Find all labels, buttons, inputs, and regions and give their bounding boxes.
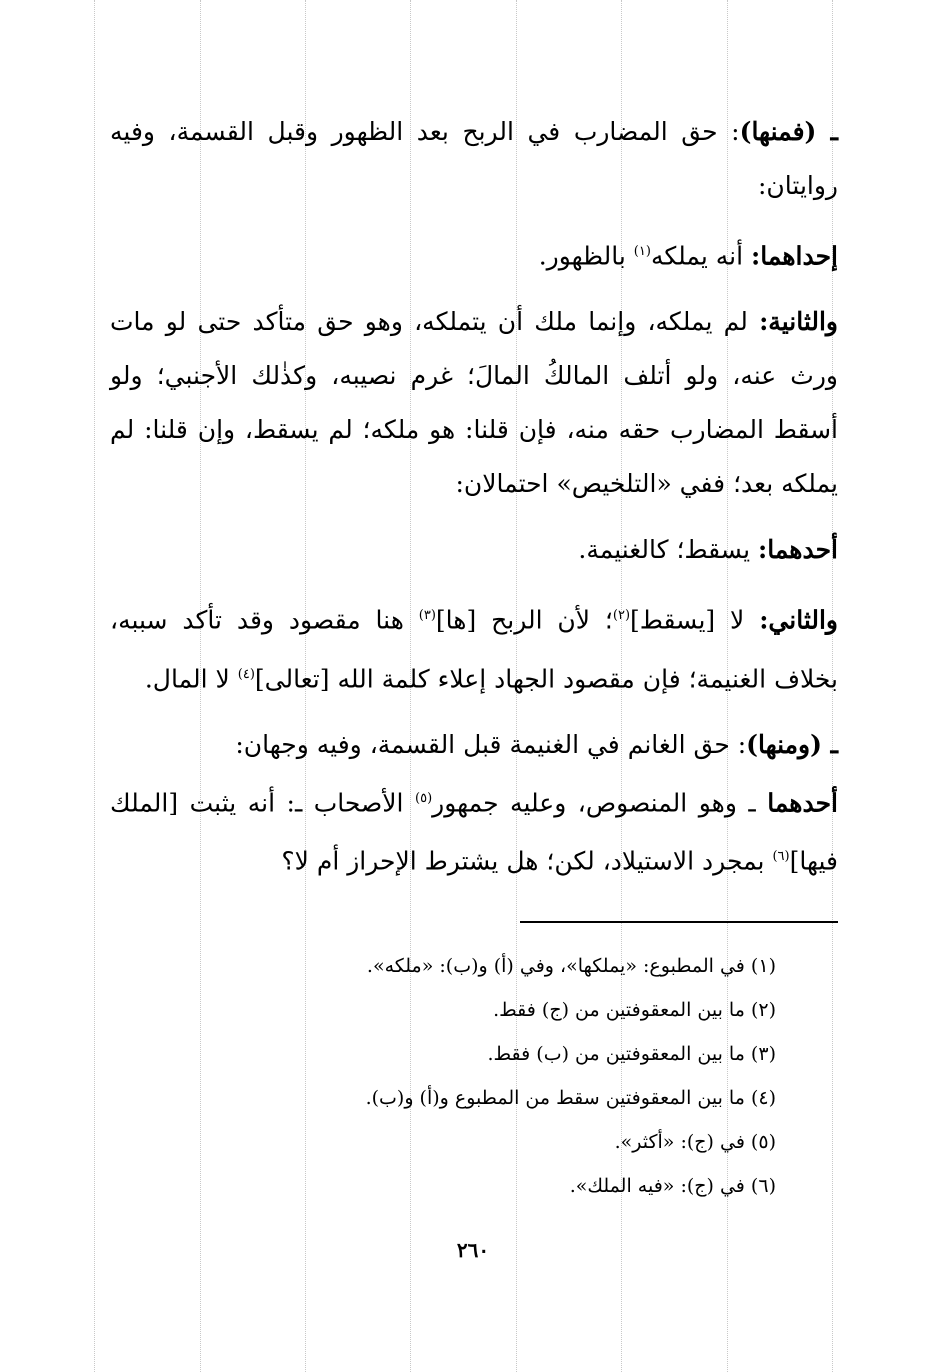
scan-grid-line bbox=[94, 0, 95, 1372]
footnote-separator bbox=[520, 921, 838, 923]
paragraph-lead: والثاني: bbox=[759, 605, 839, 635]
paragraph-text: أنه يملكه bbox=[650, 241, 752, 271]
main-text bbox=[110, 105, 838, 889]
paragraph-lead: ـ (ومنها) bbox=[746, 729, 838, 759]
footnote: (٦) في (ج): «فيه الملك». bbox=[569, 1175, 776, 1197]
paragraph-lead: والثانية: bbox=[759, 307, 838, 337]
paragraph-lead: أحدهما: bbox=[757, 535, 838, 565]
paragraph-text: ـ وهو المنصوص، وعليه جمهور bbox=[432, 788, 768, 818]
paragraph-lead: إحداهما: bbox=[751, 241, 838, 271]
paragraph-fa-minha bbox=[110, 105, 838, 213]
footnote: (٣) ما بين المعقوفتين من (ب) فقط. bbox=[487, 1043, 776, 1065]
footnote-ref: (٣) bbox=[418, 608, 436, 624]
paragraph-text: : حق الغانم في الغنيمة قبل القسمة، وفيه وجهان: bbox=[235, 729, 747, 759]
paragraph-ahaduhuma-2 bbox=[110, 772, 838, 889]
paragraph-lead: أحدهما bbox=[767, 788, 838, 818]
paragraph-text: الأصحاب ـ: أنه يثبت [الملك فيها] bbox=[110, 788, 838, 876]
footnote-ref: (١) bbox=[633, 244, 651, 259]
footnote: (٢) ما بين المعقوفتين من (ج) فقط. bbox=[493, 999, 776, 1021]
paragraph-text: ؛ لأن الربح [ها] bbox=[435, 605, 613, 635]
paragraph-text: لا المال. bbox=[144, 663, 238, 693]
paragraph-text: هنا مقصود وقد تأكد سببه، بخلاف الغنيمة؛ فإن مقصود الجهاد إعلاء كلمة الله [تعالى] bbox=[110, 605, 838, 693]
paragraph-lead: ـ (فمنها) bbox=[739, 117, 838, 146]
footnote: (١) في المطبوع: «يملكها»، وفي (أ) و(ب): «ملكه». bbox=[366, 955, 776, 977]
paragraph-text: لا [يسقط] bbox=[630, 605, 760, 635]
footnote: (٥) في (ج): «أكثر». bbox=[614, 1131, 776, 1153]
paragraph-text: بالظهور. bbox=[538, 241, 634, 271]
footnote: (٤) ما بين المعقوفتين سقط من المطبوع و(أ) و(ب). bbox=[365, 1087, 776, 1109]
paragraph-text: : حق المضارب في الربح بعد الظهور وقبل القسمة، وفيه روايتان: bbox=[110, 117, 838, 200]
paragraph-ahaduhuma bbox=[110, 523, 838, 577]
paragraph-text: يسقط؛ كالغنيمة. bbox=[578, 535, 758, 565]
footnote-ref: (٢) bbox=[612, 608, 631, 624]
page-number: ٢٦٠ bbox=[456, 1238, 490, 1262]
paragraph-text: لم يملكه، وإنما ملك أن يتملكه، وهو حق متأكد حتى لو مات ورث عنه، ولو أتلف المالكُ المالَ؛ غرم نصيبه، وكذٰلك الأجنبي؛ ولو أسقط المضارب حقه منه، فإن قلنا: هو ملكه؛ لم يسقط، وإن قلنا: لم يملكه بعد؛ ففي «التلخيص» احتمالان: bbox=[110, 307, 838, 499]
paragraph-ath-thani bbox=[110, 589, 838, 706]
footnotes bbox=[110, 944, 776, 1208]
footnote-ref: (٤) bbox=[237, 666, 255, 682]
footnote-ref: (٥) bbox=[415, 790, 433, 806]
footnote-ref: (٦) bbox=[772, 849, 790, 865]
paragraph-wa-minha bbox=[110, 718, 838, 772]
paragraph-text: بمجرد الاستيلاد، لكن؛ هل يشترط الإحراز أم لا؟ bbox=[281, 846, 773, 876]
paragraph-ihdahuma bbox=[110, 225, 838, 283]
paragraph-ath-thaniya bbox=[110, 295, 838, 511]
